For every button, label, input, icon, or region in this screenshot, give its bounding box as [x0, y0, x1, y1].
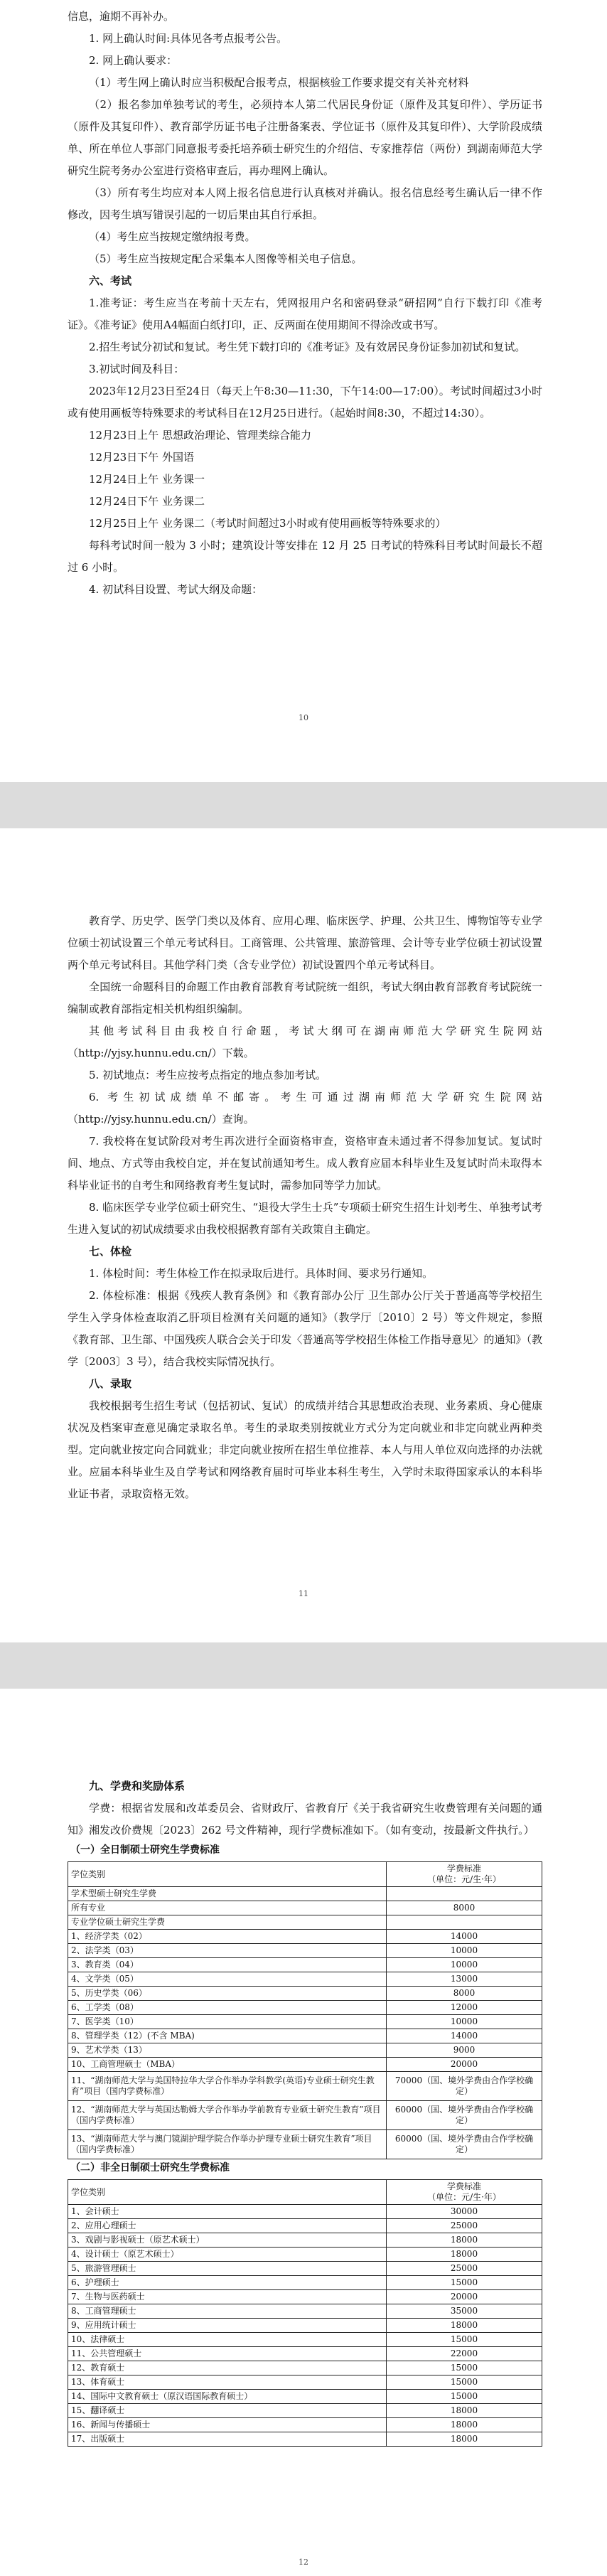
paragraph: 全国统一命题科目的命题工作由教育部教育考试院统一组织，考试大纲由教育部教育考试院统一编制或教育部指定相关机构组织编制。: [68, 980, 542, 1015]
fee-cell: 15000: [387, 2276, 542, 2290]
table-row: [68, 2304, 542, 2319]
fee-cell: 18000: [387, 2233, 542, 2248]
fee-cell: 9000: [387, 2043, 542, 2058]
category-cell: 13、“湖南师范大学与澳门镜湖护理学院合作举办护理专业硕士研究生教育”项目（国内学费标准）: [68, 2130, 387, 2159]
header-fee-label: 学费标准: [446, 1864, 481, 1874]
table-row: [68, 1930, 542, 1944]
paragraph: （1）考生网上确认时应当积极配合报考点，根据核验工作要求提交有关补充材料: [89, 76, 469, 89]
category-cell: 所有专业: [68, 1901, 387, 1915]
section-heading: 八、录取: [89, 1377, 132, 1390]
paragraph: （4）考生应当按规定缴纳报考费。: [89, 230, 256, 243]
fee-cell: 70000（国、境外学费由合作学校确定）: [387, 2072, 542, 2101]
table-row: [68, 1901, 542, 1915]
fulltime-fee-table: [68, 1861, 542, 2159]
category-cell: 11、“湖南师范大学与美国特拉华大学合作举办学科教学(英语)专业硕士研究生教育”项目（国内学费标准）: [68, 2072, 387, 2101]
table-row: [68, 1958, 542, 1972]
paragraph: 学费：根据省发展和改革委员会、省财政厅、省教育厅《关于我省研究生收费管理有关问题的通知》湘发改价费规〔2023〕262 号文件精神，现行学费标准如下。（如有变动，按最新文件执行。）: [68, 1802, 542, 1837]
category-cell: 11、公共管理硕士: [68, 2347, 387, 2361]
table-row: [68, 2418, 542, 2432]
category-cell: 10、法律硕士: [68, 2333, 387, 2347]
paragraph: 12月23日上午 思想政治理论、管理类综合能力: [89, 429, 311, 442]
category-cell: 5、历史学类（06）: [68, 1987, 387, 2001]
paragraph: 每科考试时间一般为 3 小时；建筑设计等安排在 12 月 25 日考试的特殊科目考试时间最长不超过 6 小时。: [68, 539, 542, 574]
paragraph: 12月23日下午 外国语: [89, 451, 194, 464]
category-cell: 3、戏剧与影视硕士（原艺术硕士）: [68, 2233, 387, 2248]
fee-cell: [387, 1915, 542, 1930]
category-cell: 1、会计硕士: [68, 2205, 387, 2219]
category-cell: 6、护理硕士: [68, 2276, 387, 2290]
paragraph: 其他考试科目由我校自行命题，考试大纲可在湖南师范大学研究生院网站（http://yjsy.hunnu.edu.cn/）下载。: [68, 1025, 542, 1059]
fee-cell: 25000: [387, 2219, 542, 2233]
table-caption: （一）全日制硕士研究生学费标准: [70, 1844, 220, 1856]
table-row: [68, 2130, 542, 2159]
paragraph: 2.招生考试分初试和复试。考生凭下载打印的《准考证》及有效居民身份证参加初试和复试。: [89, 341, 526, 353]
table-row: [68, 2347, 542, 2361]
paragraph: 12月25日上午 业务课二（考试时间超过3小时或有使用画板等特殊要求的）: [89, 517, 446, 530]
table-row: [68, 2319, 542, 2333]
paragraph: 7. 我校将在复试阶段对考生再次进行全面资格审查，资格审查未通过者不得参加复试。复试时间、地点、方式等由我校自定，并在复试前通知考生。成人教育应届本科毕业生及复试时尚未取得本科毕业证书的自考生和网络教育考生复试时，需参加同等学力加试。: [68, 1135, 542, 1192]
table-header-row: [68, 1862, 542, 1887]
category-cell: 6、工学类（08）: [68, 2001, 387, 2015]
paragraph: 1. 体检时间：考生体检工作在拟录取后进行。具体时间、要求另行通知。: [89, 1267, 434, 1280]
page-11-body: [68, 910, 542, 1505]
table-row: [68, 2390, 542, 2404]
category-cell: 12、教育硕士: [68, 2361, 387, 2375]
category-cell: 3、教育类（04）: [68, 1958, 387, 1972]
fee-cell: 13000: [387, 1972, 542, 1987]
category-cell: 2、应用心理硕士: [68, 2219, 387, 2233]
category-cell: 4、设计硕士（原艺术硕士）: [68, 2248, 387, 2262]
table-row: [68, 2101, 542, 2130]
table-row: [68, 1887, 542, 1901]
category-cell: 9、艺术学类（13）: [68, 2043, 387, 2058]
table-row: [68, 2432, 542, 2447]
category-cell: 学术型硕士研究生学费: [68, 1887, 387, 1901]
fee-cell: 60000（国、境外学费由合作学校确定）: [387, 2130, 542, 2159]
table-row: [68, 2375, 542, 2390]
paragraph: 5. 初试地点：考生应按考点指定的地点参加考试。: [89, 1069, 327, 1081]
table-row: [68, 2219, 542, 2233]
category-cell: 10、工商管理硕士（MBA）: [68, 2058, 387, 2072]
fee-cell: 15000: [387, 2390, 542, 2404]
fee-cell: 14000: [387, 2029, 542, 2043]
category-cell: 2、法学类（03）: [68, 1944, 387, 1958]
table-row: [68, 2001, 542, 2015]
fee-cell: 18000: [387, 2248, 542, 2262]
header-fee-unit: （单位：元/生·年）: [427, 2192, 501, 2202]
page-number: 12: [299, 2558, 308, 2567]
header-fee-unit: （单位：元/生·年）: [427, 1874, 501, 1884]
paragraph: 信息，逾期不再补办。: [68, 10, 175, 23]
fee-cell: 15000: [387, 2361, 542, 2375]
category-cell: 7、医学类（10）: [68, 2015, 387, 2029]
document-page-11: [0, 828, 607, 1642]
category-cell: 1、经济学类（02）: [68, 1930, 387, 1944]
paragraph: （2）报名参加单独考试的考生，必须持本人第二代居民身份证（原件及其复印件）、学历证书（原件及其复印件）、教育部学历证书电子注册备案表、学位证书（原件及其复印件）、大学阶段成绩单、所在单位人事部门同意报考委托培养硕士研究生的介绍信、专家推荐信（两份）到湖南师范大学研究生院考务办公室进行资格审查后，再办理网上确认。: [68, 98, 542, 177]
fee-cell: 18000: [387, 2432, 542, 2447]
paragraph: （5）考生应当按规定配合采集本人图像等相关电子信息。: [89, 252, 362, 265]
paragraph: 12月24日下午 业务课二: [89, 495, 205, 508]
page-number: 10: [299, 713, 308, 722]
category-cell: 5、旅游管理硕士: [68, 2262, 387, 2276]
table-row: [68, 1915, 542, 1930]
fee-cell: [387, 1887, 542, 1901]
fee-cell: 18000: [387, 2418, 542, 2432]
fee-cell: 20000: [387, 2290, 542, 2304]
parttime-fee-table: [68, 2179, 542, 2447]
table-row: [68, 2233, 542, 2248]
table-row: [68, 2205, 542, 2219]
paragraph: 6. 考生初试成绩单不邮寄。考生可通过湖南师范大学研究生院网站（http://yjsy.hunnu.edu.cn/）查询。: [68, 1091, 542, 1126]
table-row: [68, 2043, 542, 2058]
paragraph: 8. 临床医学专业学位硕士研究生、“退役大学生士兵”专项硕士研究生招生计划考生、单独考试考生进入复试的初试成绩要求由我校根据教育部有关政策自主确定。: [68, 1201, 542, 1236]
document-page-12: [0, 1689, 607, 2576]
fee-cell: 10000: [387, 1958, 542, 1972]
paragraph: 1.准考证：考生应当在考前十天左右，凭网报用户名和密码登录“研招网”自行下载打印《准考证》。《准考证》使用A4幅面白纸打印，正、反两面在使用期间不得涂改或书写。: [68, 296, 542, 331]
table-row: [68, 2290, 542, 2304]
paragraph: 1. 网上确认时间:具体见各考点报考公告。: [89, 32, 288, 45]
paragraph: 2. 网上确认要求：: [89, 54, 178, 67]
header-cell: 学位类别: [68, 1862, 387, 1887]
fee-cell: 8000: [387, 1901, 542, 1915]
category-cell: 专业学位硕士研究生学费: [68, 1915, 387, 1930]
paragraph: 我校根据考生招生考试（包括初试、复试）的成绩并结合其思想政治表现、业务素质、身心健康状况及档案审查意见确定录取名单。考生的录取类别按就业方式分为定向就业和非定向就业两种类型。定向就业按定向合同就业；非定向就业按所在招生单位推荐、本人与用人单位双向选择的办法就业。应届本科毕业生及自学考试和网络教育届时可毕业本科生考生，入学时未取得国家承认的本科毕业证书者，录取资格无效。: [68, 1399, 542, 1500]
header-cell: [387, 2180, 542, 2205]
category-cell: 9、应用统计硕士: [68, 2319, 387, 2333]
table-body: [68, 1887, 542, 2159]
page-number: 11: [299, 1589, 308, 1598]
category-cell: 8、工商管理硕士: [68, 2304, 387, 2319]
page-10-body: [68, 6, 542, 601]
fee-cell: 18000: [387, 2404, 542, 2418]
fee-cell: 25000: [387, 2262, 542, 2276]
paragraph: （3）所有考生均应对本人网上报名信息进行认真核对并确认。报名信息经考生确认后一律不作修改，因考生填写错误引起的一切后果由其自行承担。: [68, 186, 542, 221]
fee-cell: 35000: [387, 2304, 542, 2319]
fee-cell: 60000（国、境外学费由合作学校确定）: [387, 2101, 542, 2130]
paragraph: 教育学、历史学、医学门类以及体育、应用心理、临床医学、护理、公共卫生、博物馆等专业学位硕士初试设置三个单元考试科目。工商管理、公共管理、旅游管理、会计等专业学位硕士初试设置两个单元考试科目。其他学科门类（含专业学位）初试设置四个单元考试科目。: [68, 914, 542, 971]
paragraph: 2. 体检标准：根据《残疾人教育条例》和《教育部办公厅 卫生部办公厅关于普通高等学校招生学生入学身体检查取消乙肝项目检测有关问题的通知》（教学厅〔2010〕2 号）等文件规定，参照《教育部、卫生部、中国残疾人联合会关于印发〈普通高等学校招生体检工作指导意见〉的通知》（教学〔2003〕3 号），结合我校实际情况执行。: [68, 1289, 542, 1368]
category-cell: 14、国际中文教育硕士（原汉语国际教育硕士）: [68, 2390, 387, 2404]
fee-cell: 10000: [387, 2015, 542, 2029]
category-cell: 4、文学类（05）: [68, 1972, 387, 1987]
category-cell: 8、管理学类（12）(不含 MBA): [68, 2029, 387, 2043]
fee-cell: 12000: [387, 2001, 542, 2015]
category-cell: 16、新闻与传播硕士: [68, 2418, 387, 2432]
category-cell: 12、“湖南师范大学与英国达勒姆大学合作举办学前教育专业硕士研究生教育”项目（国内学费标准）: [68, 2101, 387, 2130]
table-row: [68, 2029, 542, 2043]
table-row: [68, 2404, 542, 2418]
table-row: [68, 2262, 542, 2276]
fee-cell: 15000: [387, 2333, 542, 2347]
fee-cell: 8000: [387, 1987, 542, 2001]
table-row: [68, 2248, 542, 2262]
page-12-body: [68, 1775, 542, 2447]
category-cell: 13、体育硕士: [68, 2375, 387, 2390]
header-cell: 学位类别: [68, 2180, 387, 2205]
paragraph: 4. 初试科目设置、考试大纲及命题：: [89, 583, 263, 596]
category-cell: 17、出版硕士: [68, 2432, 387, 2447]
table-row: [68, 1987, 542, 2001]
category-cell: 7、生物与医药硕士: [68, 2290, 387, 2304]
fee-cell: 10000: [387, 1944, 542, 1958]
header-cell: [387, 1862, 542, 1887]
table-row: [68, 2361, 542, 2375]
table-row: [68, 2058, 542, 2072]
section-heading: 九、学费和奖励体系: [89, 1780, 186, 1792]
table-row: [68, 2333, 542, 2347]
document-page-10: [0, 0, 607, 782]
table-header-row: [68, 2180, 542, 2205]
fee-cell: 15000: [387, 2375, 542, 2390]
fee-cell: 20000: [387, 2058, 542, 2072]
paragraph: 3.初试时间及科目：: [89, 363, 185, 375]
section-heading: 七、体检: [89, 1245, 132, 1258]
table-body: [68, 2205, 542, 2447]
fee-cell: 30000: [387, 2205, 542, 2219]
table-row: [68, 2072, 542, 2101]
paragraph: 12月24日上午 业务课一: [89, 473, 205, 486]
table-row: [68, 2015, 542, 2029]
table-row: [68, 2276, 542, 2290]
table-row: [68, 1944, 542, 1958]
category-cell: 15、翻译硕士: [68, 2404, 387, 2418]
paragraph: 2023年12月23日至24日（每天上午8:30—11:30，下午14:00—17:00）。考试时间超过3小时或有使用画板等特殊要求的考试科目在12月25日进行。（起始时间8:30，不超过14:30）。: [68, 385, 542, 419]
fee-cell: 14000: [387, 1930, 542, 1944]
table-row: [68, 1972, 542, 1987]
header-fee-label: 学费标准: [446, 2181, 481, 2191]
fee-cell: 22000: [387, 2347, 542, 2361]
fee-cell: 18000: [387, 2319, 542, 2333]
section-heading: 六、考试: [89, 274, 132, 287]
table-caption: （二）非全日制硕士研究生学费标准: [70, 2162, 230, 2174]
